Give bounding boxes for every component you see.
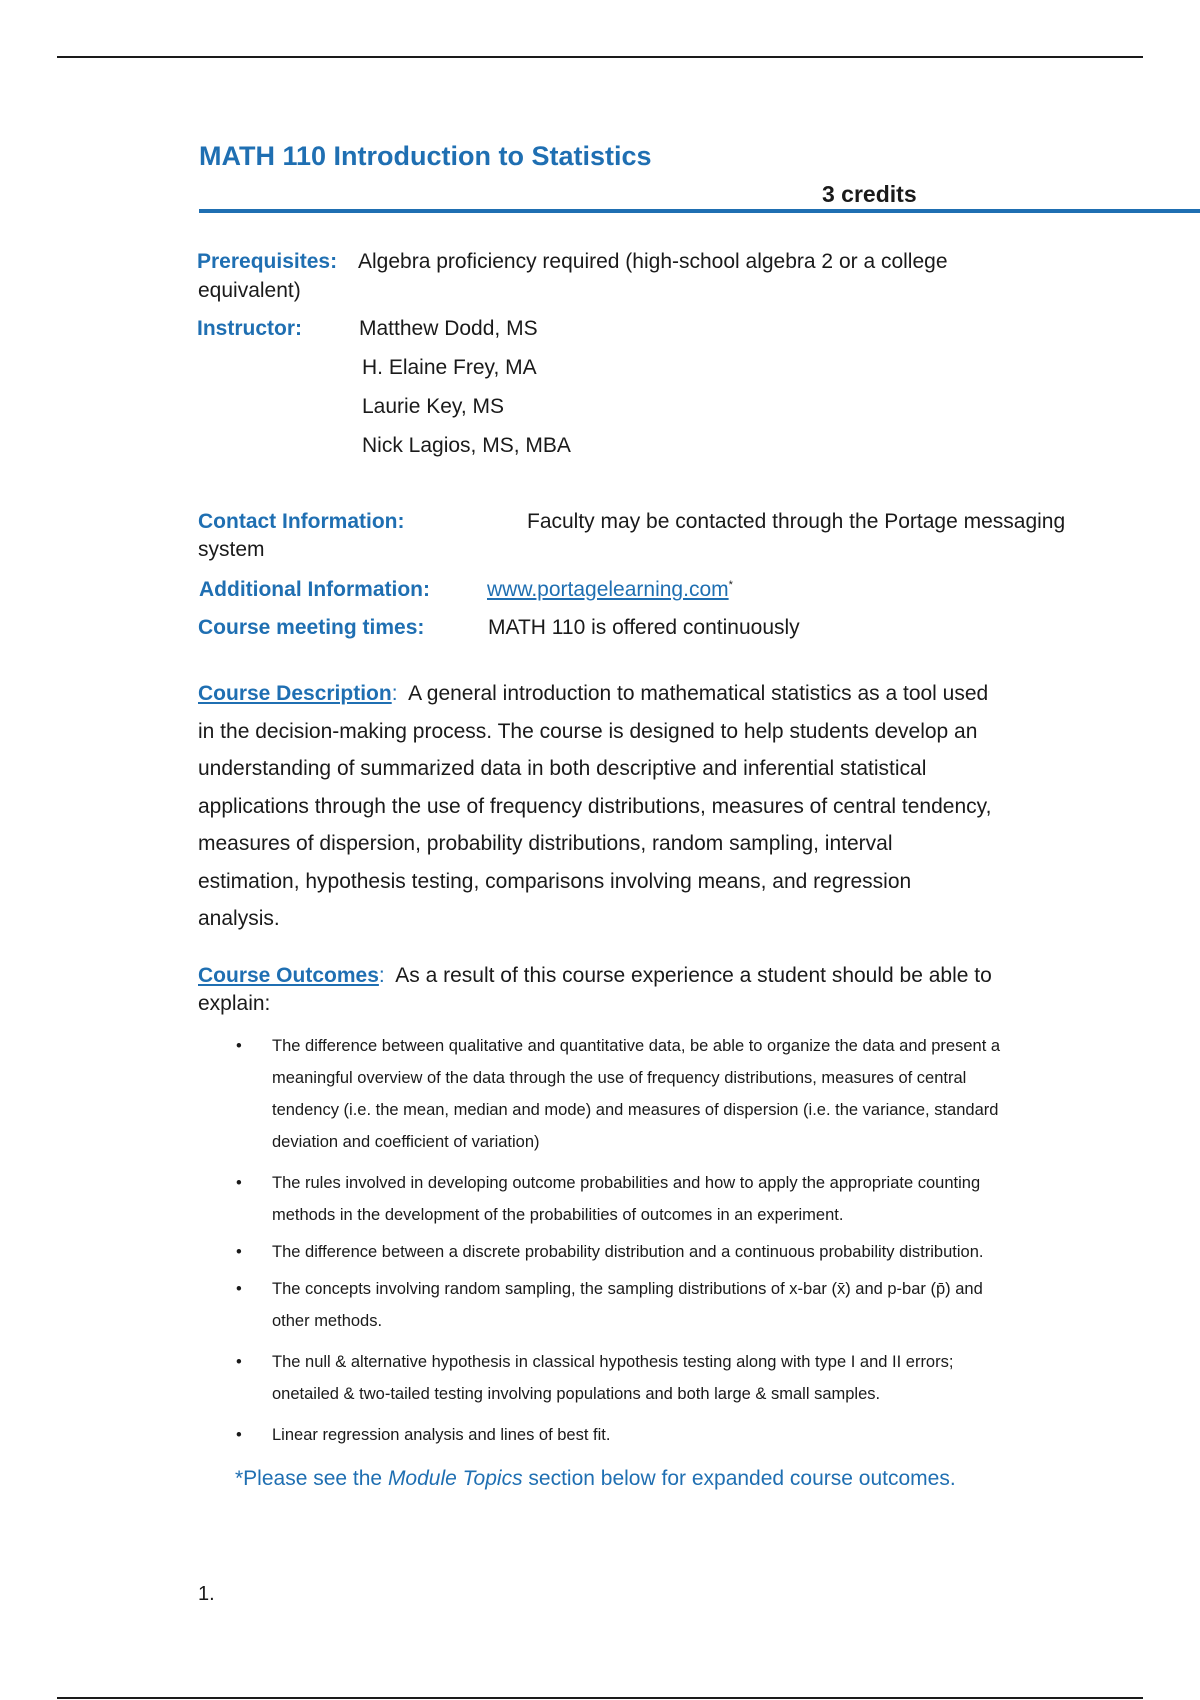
contact-value: Faculty may be contacted through the Portage messaging — [527, 510, 1066, 533]
course-outcomes-heading: Course Outcomes — [198, 964, 379, 987]
module-topics-note — [235, 1467, 956, 1491]
meeting-times-value: MATH 110 is offered continuously — [488, 616, 800, 639]
bullet: • — [236, 1174, 242, 1192]
prerequisites-value: Algebra proficiency required (high-school algebra 2 or a college — [358, 250, 948, 273]
course-outcomes-intro-text: As a result of this course experience a student should be able to explain: — [198, 964, 992, 1015]
course-outcomes-list — [232, 1030, 1012, 1460]
contact-value-cont: system — [198, 538, 265, 561]
note-emphasis: Module Topics — [387, 1467, 523, 1490]
course-description-text: A general introduction to mathematical statistics as a tool used in the decision-making process. The course is designed to help students develop an understanding of summarized data in both descriptive and inferential statistical applications through the use of frequency distributions, measures of central tendency, measures of dispersion, probability distributions, random sampling, interval estimation, hypothesis testing, comparisons involving means, and regression analysis. — [198, 682, 992, 930]
portage-website-link[interactable]: www.portagelearning.com — [487, 578, 729, 601]
outcome-text: The concepts involving random sampling, the sampling distributions of x-bar (x̄) and p-bar (p̄) and other methods. — [272, 1280, 983, 1330]
outcome-text: The difference between a discrete probability distribution and a continuous probability distribution. — [272, 1243, 984, 1261]
bullet: • — [236, 1037, 242, 1055]
list-item — [232, 1167, 1012, 1231]
outcome-text: Linear regression analysis and lines of best fit. — [272, 1426, 611, 1444]
additional-info-value — [487, 578, 733, 602]
list-item — [232, 1346, 1012, 1410]
instructor-name: Laurie Key, MS — [362, 395, 505, 418]
footnote-mark: * — [728, 579, 733, 591]
note-suffix: section below for expanded course outcomes. — [522, 1467, 956, 1490]
prerequisites-value-cont: equivalent) — [198, 279, 301, 302]
bullet: • — [236, 1280, 242, 1298]
page-top-rule — [57, 56, 1143, 58]
instructor-label: Instructor: — [197, 317, 302, 340]
additional-info-label: Additional Information: — [199, 578, 430, 601]
outcome-text: The null & alternative hypothesis in classical hypothesis testing along with type I and II errors; onetailed & two-tailed testing involving populations and both large & small samples. — [272, 1353, 954, 1403]
outcome-text: The difference between qualitative and quantitative data, be able to organize the data and present a meaningful overview of the data through the use of frequency distributions, measures of central tendency (i.e. the mean, median and mode) and measures of dispersion (i.e. the variance, standard deviation and coefficient of variation) — [272, 1037, 1001, 1151]
instructor-name: Nick Lagios, MS, MBA — [362, 434, 571, 457]
instructor-name: Matthew Dodd, MS — [359, 317, 538, 340]
note-prefix: *Please see the — [235, 1467, 388, 1490]
list-item — [232, 1273, 1012, 1337]
contact-label: Contact Information: — [198, 510, 405, 533]
bullet: • — [236, 1353, 242, 1371]
prerequisites-label: Prerequisites: — [197, 250, 338, 273]
course-outcomes-intro — [198, 962, 998, 1018]
course-description — [198, 675, 998, 938]
course-credits: 3 credits — [822, 181, 917, 207]
page-bottom-rule — [57, 1697, 1143, 1699]
course-description-colon: : — [391, 682, 398, 705]
instructor-name: H. Elaine Frey, MA — [362, 356, 537, 379]
bullet: • — [236, 1243, 242, 1261]
title-divider — [199, 209, 1200, 213]
list-item — [232, 1030, 1012, 1158]
meeting-times-label: Course meeting times: — [198, 616, 425, 639]
outcome-text: The rules involved in developing outcome probabilities and how to apply the appropriate counting methods in the development of the probabilities of outcomes in an experiment. — [272, 1174, 981, 1224]
list-item — [232, 1419, 1012, 1451]
course-description-heading: Course Description — [198, 682, 392, 705]
page-number: 1. — [198, 1583, 215, 1605]
list-item — [232, 1240, 1012, 1264]
course-outcomes-colon: : — [378, 964, 385, 987]
course-title: MATH 110 Introduction to Statistics — [199, 141, 652, 171]
bullet: • — [236, 1426, 242, 1444]
